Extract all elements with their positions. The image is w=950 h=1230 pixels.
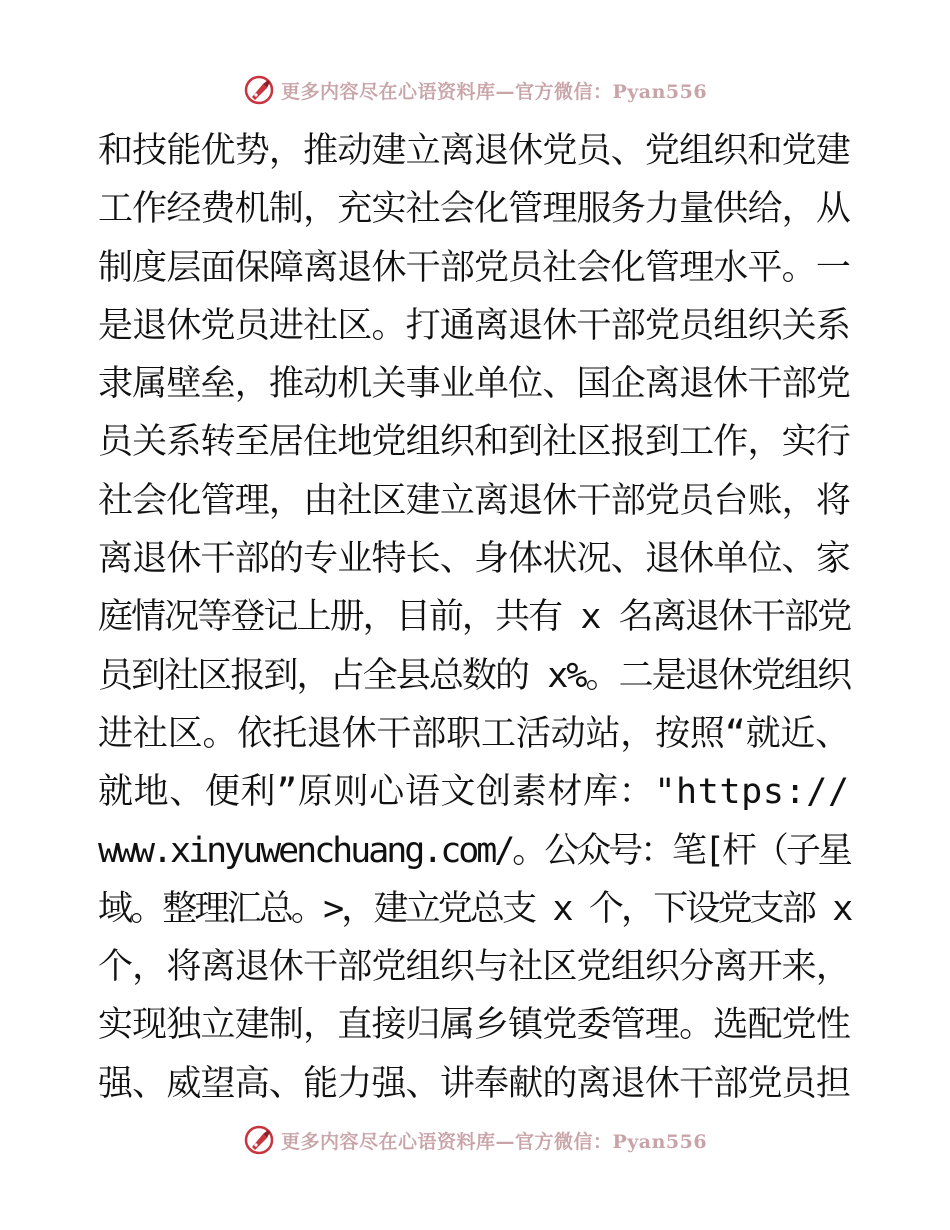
text-line: 进社区。依托退休干部职工活动站，按照“就近、 [98, 713, 851, 754]
text-line: 离退休干部的专业特长、身体状况、退休单位、家 [98, 539, 851, 580]
text-line: 和技能优势，推动建立离退休党员、党组织和党建 [98, 131, 851, 171]
text-line: 就地、便利”原则心语文创素材库："https:// [98, 772, 850, 813]
text-line: www.xinyuwenchuang.com/。公众号：笔[杆（子星 [98, 830, 850, 871]
text-line: 员到社区报到，占全县总数的 x%。二是退休党组织 [98, 655, 851, 696]
pen-nib-logo-icon [243, 74, 275, 106]
footer-banner [0, 1120, 950, 1160]
header-banner-text: 更多内容尽在心语资料库—官方微信：Pyan556 [280, 80, 708, 103]
text-line: 员关系转至居住地党组织和到社区报到工作，实行 [98, 422, 851, 463]
text-line: 强、威望高、能力强、讲奉献的离退休干部党员担 [98, 1063, 851, 1104]
text-line: 社会化管理，由社区建立离退休干部党员台账，将 [98, 480, 851, 521]
text-line: 工作经费机制，充实社会化管理服务力量供给，从 [98, 189, 851, 230]
text-line: 是退休党员进社区。打通离退休干部党员组织关系 [98, 305, 851, 346]
footer-banner-text: 更多内容尽在心语资料库—官方微信：Pyan556 [280, 1130, 708, 1153]
header-banner [0, 70, 950, 110]
text-line: 个，将离退休干部党组织与社区党组织分离开来， [98, 947, 851, 988]
text-line: 域。整理汇总。>，建立党总支 x 个，下设党支部 x [98, 888, 851, 929]
text-line: 实现独立建制，直接归属乡镇党委管理。选配党性 [98, 1005, 851, 1046]
text-line: 制度层面保障离退休干部党员社会化管理水平。一 [98, 247, 851, 288]
body-paragraph [98, 122, 858, 1113]
text-line: 隶属壁垒，推动机关事业单位、国企离退休干部党 [98, 364, 851, 405]
pen-nib-logo-icon [243, 1124, 275, 1156]
text-line: 庭情况等登记上册，目前，共有 x 名离退休干部党 [98, 597, 851, 638]
